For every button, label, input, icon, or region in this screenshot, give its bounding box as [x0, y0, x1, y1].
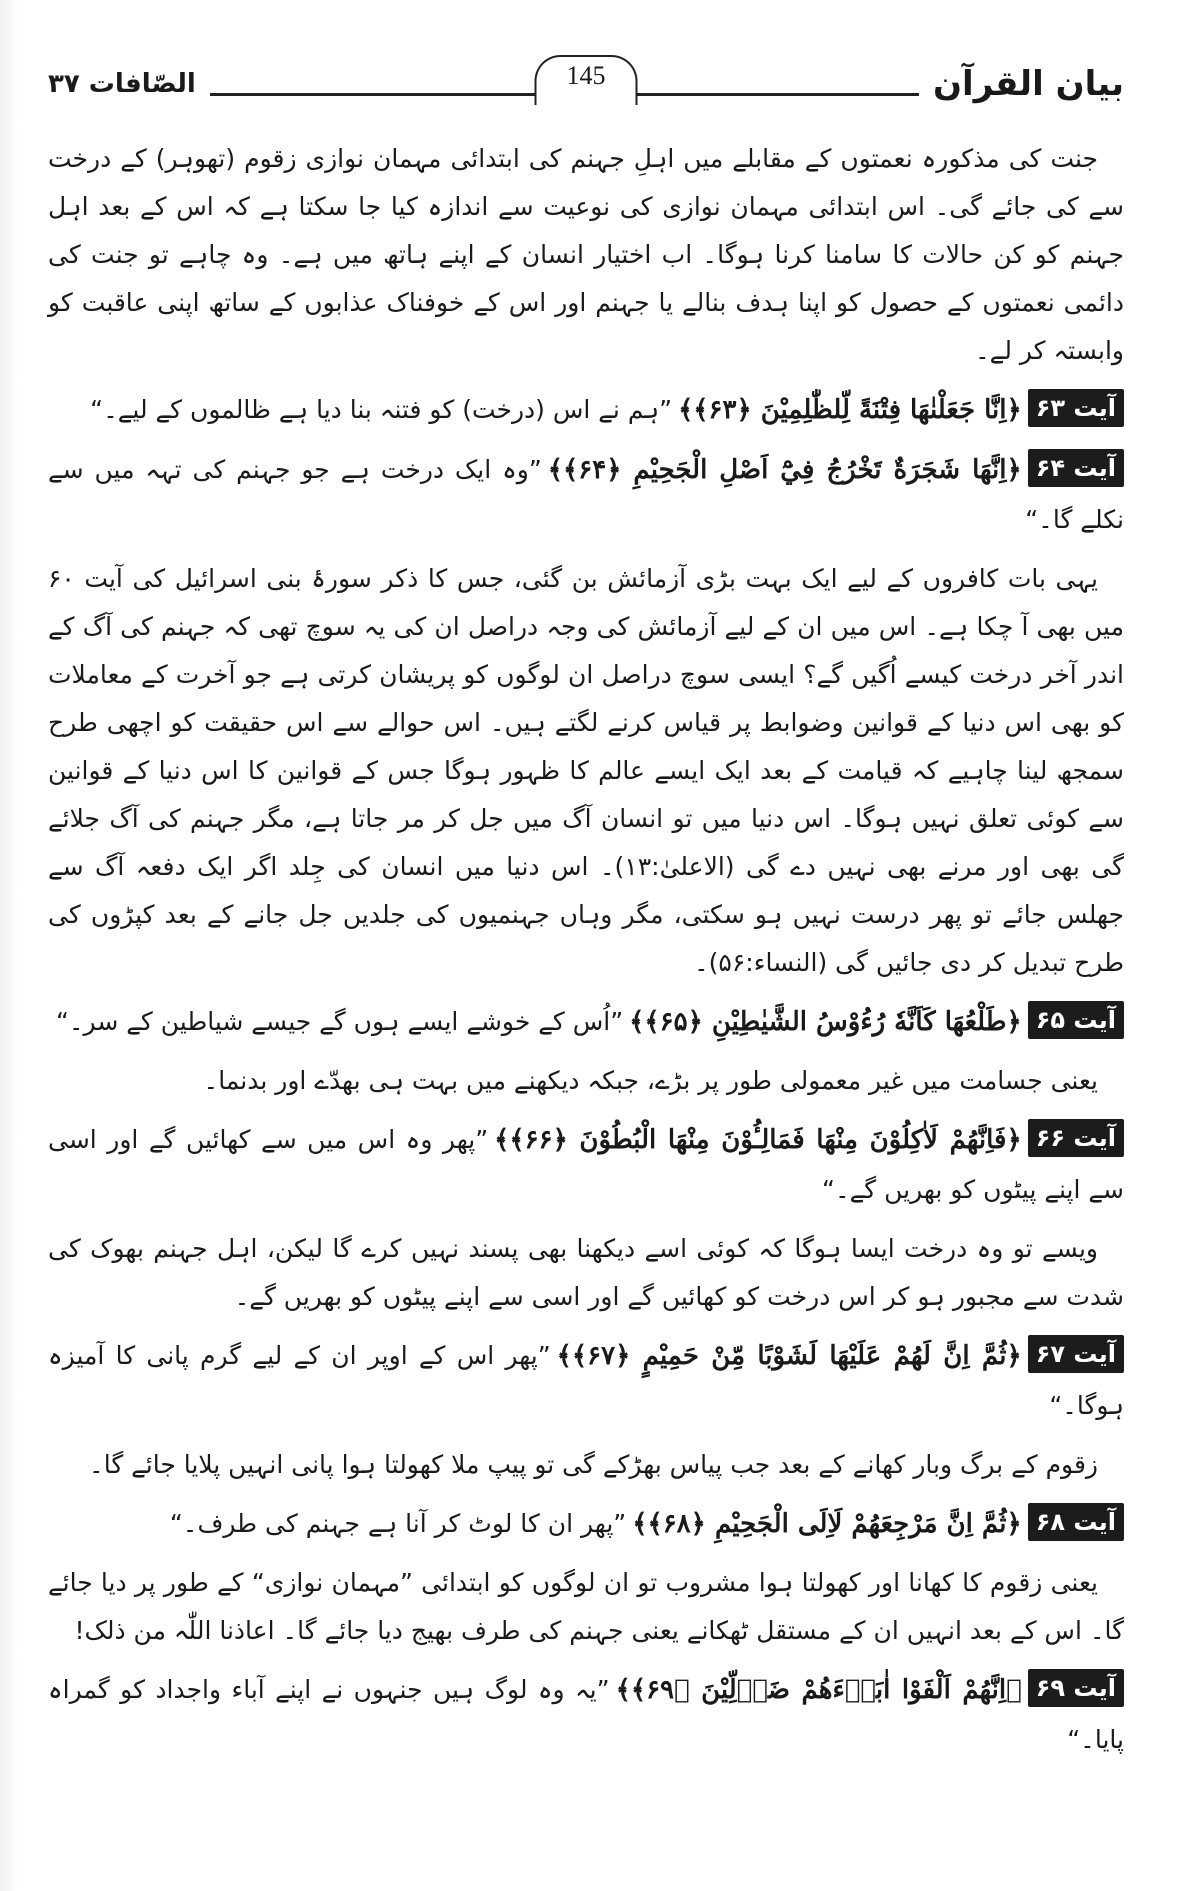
page-body [48, 135, 1124, 1765]
ayah-block [48, 1499, 1124, 1549]
ayah-number-label: آیت ۶۹ [1028, 1669, 1124, 1707]
ayah-block [48, 385, 1124, 435]
ayah-arabic-text: ﴿ثُمَّ اِنَّ مَرْجِعَهُمْ لَاِلَى الْجَحِيْمِ ﴿۶۸﴾﴾ [632, 1509, 1022, 1539]
scan-edge-shadow [0, 0, 18, 1891]
surah-title: الصّافات ۳۷ [48, 69, 210, 99]
ayah-arabic-text: ﴿اِنَّهَا شَجَرَةٌ تَخْرُجُ فِيْٓ اَصْلِ الْجَحِيْمِ ﴿۶۴﴾﴾ [547, 455, 1022, 485]
ayah-translation: ”یہ وہ لوگ ہیں جنہوں نے اپنے آباء واجداد کو گمراہ پایا۔“ [48, 1675, 1124, 1754]
ayah-number-label: آیت ۶۳ [1028, 389, 1124, 427]
commentary-paragraph: یہی بات کافروں کے لیے ایک بہت بڑی آزمائش بن گئی، جس کا ذکر سورۂ بنی اسرائیل کی آیت ۶۰ میں بھی آ چکا ہے۔ اس میں ان کے لیے آزمائش کی وجہ دراصل ان کی یہ سوچ تھی کہ جہنم کی آگ کے اندر آخر درخت کیسے اُگیں گے؟ ایسی سوچ دراصل ان لوگوں کو پریشان کرتی ہے جو آخرت کے معاملات کو بھی اس دنیا کے قوانین وضوابط پر قیاس کرنے لگتے ہیں۔ اس حوالے سے اس حقیقت کو اچھی طرح سمجھ لینا چاہیے کہ قیامت کے بعد ایک ایسے عالم کا ظہور ہوگا جس کے قوانین کا اس دنیا کے قوانین سے کوئی تعلق نہیں ہوگا۔ اس دنیا میں تو انسان آگ میں جل کر مر جاتا ہے، مگر جہنم کی آگ جلائے گی بھی اور مرنے بھی نہیں دے گی (الاعلیٰ:۱۳)۔ اس دنیا میں انسان کی جِلد اگر ایک دفعہ آگ سے جھلس جائے تو پھر درست نہیں ہو سکتی، مگر وہاں جہنمیوں کی جلدیں جل جانے کے بعد کپڑوں کی طرح تبدیل کر دی جائیں گی (النساء:۵۶)۔ [48, 564, 1124, 977]
ayah-block [48, 1115, 1124, 1215]
ayah-block [48, 445, 1124, 545]
ayah-arabic-text: ﴿ثُمَّ اِنَّ لَهُمْ عَلَيْهَا لَشَوْبًا مِّنْ حَمِيْمٍ ﴿۶۷﴾﴾ [556, 1341, 1022, 1371]
ayah-number-label: آیت ۶۶ [1028, 1119, 1124, 1157]
ayah-translation: ”پھر وہ اس میں سے کھائیں گے اور اسی سے اپنے پیٹوں کو بھریں گے۔“ [48, 1125, 1124, 1204]
ayah-number-label: آیت ۶۴ [1028, 449, 1124, 487]
ayah-block [48, 1331, 1124, 1431]
ayah-translation: ”پھر اس کے اوپر ان کے لیے گرم پانی کا آمیزہ ہوگا۔“ [48, 1341, 1124, 1420]
commentary-paragraph: جنت کی مذکورہ نعمتوں کے مقابلے میں اہلِ جہنم کی ابتدائی مہمان نوازی زقوم (تھوہر) کے درخت سے کی جائے گی۔ اس ابتدائی مہمان نوازی کی نوعیت سے اندازہ کیا جا سکتا ہے کہ اس کے بعد اہل جہنم کو کن حالات کا سامنا کرنا ہوگا۔ اب اختیار انسان کے اپنے ہاتھ میں ہے۔ وہ چاہے تو جنت کی دائمی نعمتوں کے حصول کو اپنا ہدف بنالے یا جہنم اور اس کے خوفناک عذابوں کے ساتھ اپنی عاقبت کو وابستہ کر لے۔ [48, 144, 1124, 365]
ayah-arabic-text: ﴿فَاِنَّهُمْ لَاٰكِلُوْنَ مِنْهَا فَمَالِـُٔوْنَ مِنْهَا الْبُطُوْنَ ﴿۶۶﴾﴾ [494, 1125, 1022, 1155]
ayah-translation: ”اُس کے خوشے ایسے ہوں گے جیسے شیاطین کے سر۔“ [55, 1007, 624, 1036]
commentary-paragraph: زقوم کے برگ وبار کھانے کے بعد جب پیاس بھڑکے گی تو پیپ ملا کھولتا ہوا پانی انہیں پلایا جائے گا۔ [89, 1450, 1098, 1479]
commentary-paragraph: یعنی زقوم کا کھانا اور کھولتا ہوا مشروب تو ان لوگوں کو ابتدائی ”مہمان نوازی“ کے طور پر دیا جائے گا۔ اس کے بعد انہیں ان کے مستقل ٹھکانے یعنی جہنم کی طرف بھیج دیا جائے گا۔ اعاذنا اللّٰہ من ذلک! [48, 1568, 1124, 1645]
ayah-translation: ”وہ ایک درخت ہے جو جہنم کی تہہ میں سے نکلے گا۔“ [48, 455, 1124, 534]
ayah-arabic-text: ﴿طَلْعُهَا كَاَنَّهٗ رُءُوْسُ الشَّيٰطِيْنِ ﴿۶۵﴾﴾ [629, 1007, 1022, 1037]
ayah-number-label: آیت ۶۵ [1028, 1001, 1124, 1039]
ayah-number-label: آیت ۶۸ [1028, 1503, 1124, 1541]
commentary-paragraph: ویسے تو وہ درخت ایسا ہوگا کہ کوئی اسے دیکھنا بھی پسند نہیں کرے گا لیکن، اہل جہنم بھوک کی شدت سے مجبور ہو کر اس درخت کو کھائیں گے اور اسی سے اپنے پیٹوں کو بھریں گے۔ [48, 1234, 1124, 1311]
ayah-translation: ”ہم نے اس (درخت) کو فتنہ بنا دیا ہے ظالموں کے لیے۔“ [90, 395, 673, 424]
book-title: بیان القرآن [919, 64, 1124, 104]
ayah-arabic-text: ﴿اِنَّا جَعَلْنٰهَا فِتْنَةً لِّلظّٰلِمِيْنَ ﴿۶۳﴾﴾ [678, 395, 1022, 425]
page-header [48, 55, 1124, 113]
ayah-translation: ”پھر ان کا لوٹ کر آنا ہے جہنم کی طرف۔“ [169, 1509, 627, 1538]
ayah-number-label: آیت ۶۷ [1028, 1335, 1124, 1373]
page-number: 145 [535, 55, 638, 105]
commentary-paragraph: یعنی جسامت میں غیر معمولی طور پر بڑے، جبکہ دیکھنے میں بہت ہی بھدّے اور بدنما۔ [203, 1066, 1098, 1095]
ayah-arabic-text: ﴿اِنَّهُمْ اَلْفَوْا اٰبَاۗءَهُمْ ضَاۗلِّيْنَ ﴿۶۹﴾﴾ [615, 1675, 1022, 1705]
ayah-block [48, 997, 1124, 1047]
ayah-block [48, 1665, 1124, 1765]
